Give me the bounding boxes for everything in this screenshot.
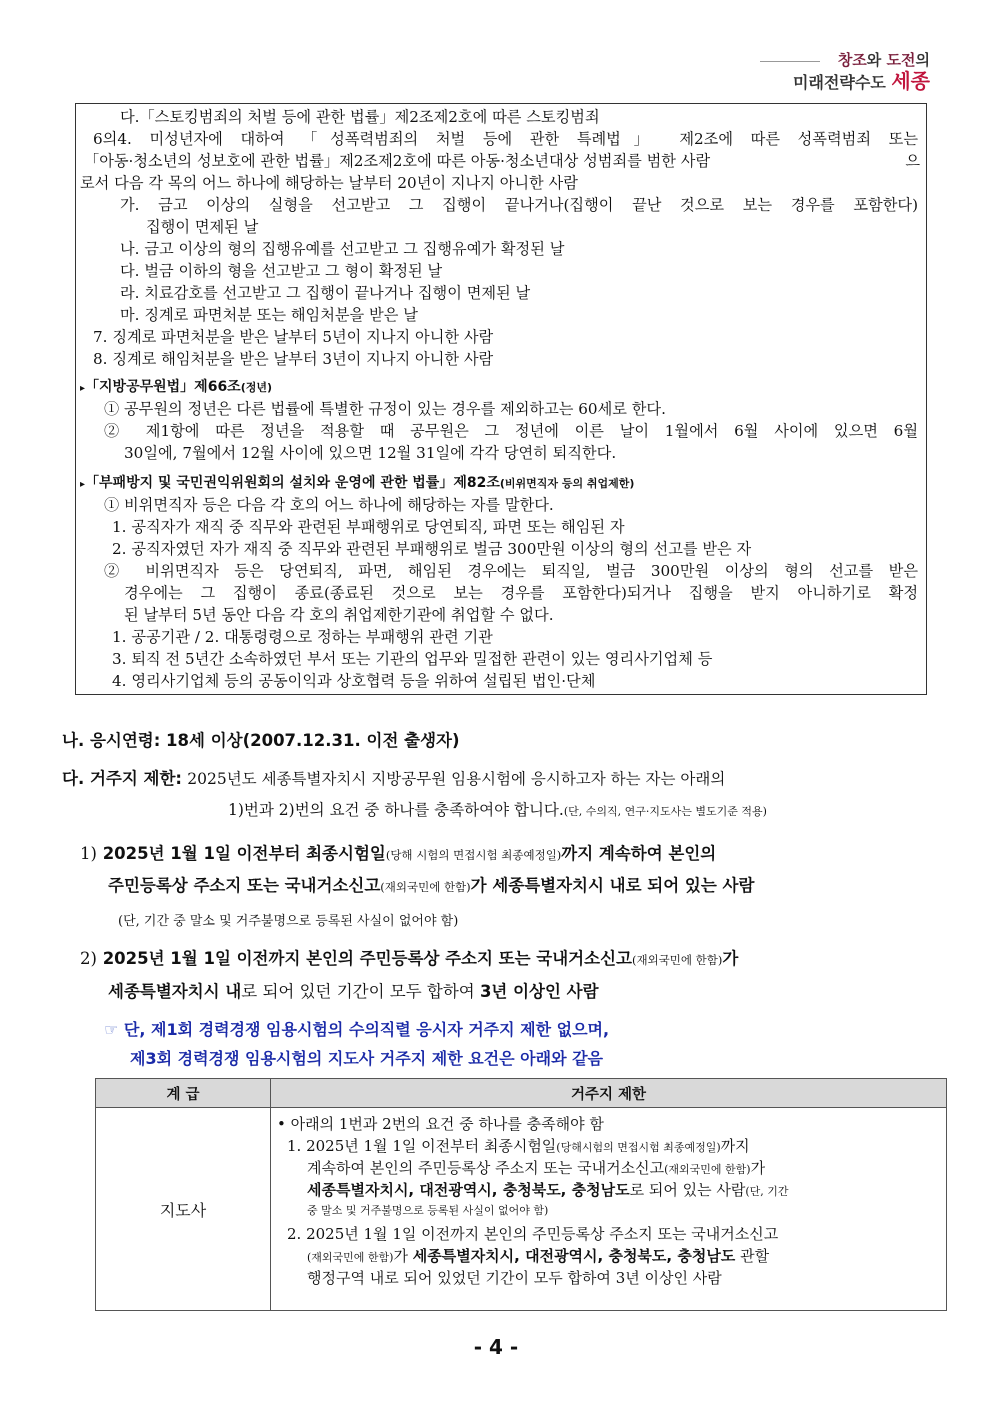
box-line: 마. 징계로 파면처분 또는 해임처분을 받은 날 bbox=[120, 306, 418, 324]
requirement-1-line-1: 1) 2025년 1월 1일 이전부터 최종시험일(당해 시험의 면접시험 최종예정일)까지 계속하여 본인의 bbox=[80, 844, 717, 863]
law-header-local-officials: ▸「지방공무원법」제66조(정년) bbox=[80, 379, 273, 395]
box-line: 7. 징계로 파면처분을 받은 날부터 5년이 지나지 아니한 사람 bbox=[93, 328, 494, 346]
cell-line: 세종특별자치시, 대전광역시, 충청북도, 충청남도로 되어 있는 사람(단, 기간 bbox=[307, 1181, 789, 1199]
page-number: - 4 - bbox=[473, 1335, 519, 1359]
requirement-1-line-2: 주민등록상 주소지 또는 국내거소신고(재외국민에 한함)가 세종특별자치시 내로 되어 있는 사람 bbox=[108, 876, 755, 895]
pointing-hand-icon: ☞ bbox=[104, 1020, 119, 1039]
box-line: 가. 금고 이상의 실형을 선고받고 그 집행이 끝나거나(집행이 끝난 것으로 보는 경우를 포함한다) bbox=[120, 196, 918, 214]
box-line: 나. 금고 이상의 형의 집행유예를 선고받고 그 집행유예가 확정된 날 bbox=[120, 240, 565, 258]
cell-line: 계속하여 본인의 주민등록상 주소지 또는 국내거소신고(재외국민에 한함)가 bbox=[307, 1159, 766, 1177]
residence-requirement-table bbox=[95, 1078, 947, 1311]
logo-line-2: 미래전략수도 세종 bbox=[793, 69, 930, 93]
box-line: 3. 퇴직 전 5년간 소속하였던 부서 또는 기관의 업무와 밀접한 관련이 있는 영리사기업체 등 bbox=[112, 650, 713, 668]
residence-text-2: 1)번과 2)번의 요건 중 하나를 충족하여야 합니다.(단, 수의직, 연구·지도사는 별도기준 적용) bbox=[228, 801, 767, 819]
box-line: 로서 다음 각 목의 어느 하나에 해당하는 날부터 20년이 지나지 아니한 사람 bbox=[80, 174, 578, 192]
box-line: 된 날부터 5년 동안 다음 각 호의 취업제한기관에 취업할 수 없다. bbox=[124, 606, 554, 624]
box-line: 6의4. 미성년자에 대하여 「성폭력범죄의 처벌 등에 관한 특례법」 제2조에 따른 성폭력범죄 또는 bbox=[93, 130, 918, 148]
cell-line: • 아래의 1번과 2번의 요건 중 하나를 충족해야 함 bbox=[277, 1115, 604, 1133]
box-line: 「아동·청소년의 성보호에 관한 법률」제2조제2호에 따른 아동·청소년대상 성범죄를 범한 사람 bbox=[84, 152, 711, 170]
residence-restriction bbox=[62, 765, 725, 789]
age-requirement: 나. 응시연령: 18세 이상(2007.12.31. 이전 출생자) bbox=[62, 731, 460, 750]
box-line: ① 공무원의 정년은 다른 법률에 특별한 규정이 있는 경우를 제외하고는 60세로 한다. bbox=[104, 400, 666, 418]
triangle-bullet-icon: ▸ bbox=[80, 479, 86, 490]
requirement-1-note: (단, 기간 중 말소 및 거주불명으로 등록된 사실이 없어야 함) bbox=[118, 914, 459, 929]
sejong-logo bbox=[760, 50, 930, 93]
box-line: 으 bbox=[905, 152, 920, 170]
box-line: 1. 공공기관 / 2. 대통령령으로 정하는 부패행위 관련 기관 bbox=[112, 628, 493, 646]
cell-line: 2. 2025년 1월 1일 이전까지 본인의 주민등록상 주소지 또는 국내거소신고 bbox=[287, 1225, 779, 1243]
box-line: 30일에, 7월에서 12월 사이에 있으면 12월 31일에 각각 당연히 퇴직한다. bbox=[124, 444, 617, 462]
cell-line: 1. 2025년 1월 1일 이전부터 최종시험일(당해시험의 면접시험 최종예정일)까지 bbox=[287, 1137, 750, 1155]
box-line: 다. 벌금 이하의 형을 선고받고 그 형이 확정된 날 bbox=[120, 262, 443, 280]
requirement-2-line-2: 세종특별자치시 내로 되어 있던 기간이 모두 합하여 3년 이상인 사람 bbox=[108, 982, 599, 1001]
grade-cell: 지도사 bbox=[96, 1108, 271, 1311]
box-line: 집행이 면제된 날 bbox=[146, 218, 259, 236]
cell-line: (재외국민에 한함)가 세종특별자치시, 대전광역시, 충청북도, 충청남도 관할 bbox=[307, 1247, 770, 1265]
cell-line: 중 말소 및 거주불명으로 등록된 사실이 없어야 함) bbox=[307, 1204, 549, 1217]
box-line: 2. 공직자였던 자가 재직 중 직무와 관련된 부패행위로 벌금 300만원 이상의 형의 선고를 받은 자 bbox=[112, 540, 752, 558]
box-line: 1. 공직자가 재직 중 직무와 관련된 부패행위로 당연퇴직, 파면 또는 해임된 자 bbox=[112, 518, 625, 536]
exception-note-line-1: ☞ 단, 제1회 경력경쟁 임용시험의 수의직렬 응시자 거주지 제한 없으며, bbox=[104, 1020, 610, 1039]
column-header-grade: 계 급 bbox=[96, 1079, 271, 1108]
requirement-2-line-1: 2) 2025년 1월 1일 이전까지 본인의 주민등록상 주소지 또는 국내거소신고(재외국민에 한함)가 bbox=[80, 949, 739, 968]
law-header-anti-corruption: ▸「부패방지 및 국민권익위원회의 설치와 운영에 관한 법률」제82조(비위면직자 등의 취업제한) bbox=[80, 475, 635, 491]
logo-line-1: 창조와 도전의 bbox=[837, 51, 930, 69]
residence-text-1: 2025년도 세종특별자치시 지방공무원 임용시험에 응시하고자 하는 자는 아래의 bbox=[187, 770, 726, 788]
logo-divider bbox=[760, 61, 820, 62]
box-line: 다.「스토킹범죄의 처벌 등에 관한 법률」제2조제2호에 따른 스토킹범죄 bbox=[120, 108, 600, 126]
box-line: ② 제1항에 따른 정년을 적용할 때 공무원은 그 정년에 이른 날이 1월에서 6월 사이에 있으면 6월 bbox=[104, 422, 918, 440]
box-line: 경우에는 그 집행이 종료(종료된 것으로 보는 경우를 포함한다)되거나 집행을 받지 아니하기로 확정 bbox=[124, 584, 918, 602]
column-header-residence: 거주지 제한 bbox=[271, 1079, 947, 1108]
cell-line: 행정구역 내로 되어 있었던 기간이 모두 합하여 3년 이상인 사람 bbox=[307, 1269, 722, 1287]
box-line: 라. 치료감호를 선고받고 그 집행이 끝나거나 집행이 면제된 날 bbox=[120, 284, 531, 302]
triangle-bullet-icon: ▸ bbox=[80, 383, 86, 394]
legal-excerpt-box bbox=[75, 103, 927, 695]
residence-label: 다. 거주지 제한: bbox=[62, 769, 182, 788]
exception-note-line-2: 제3회 경력경쟁 임용시험의 지도사 거주지 제한 요건은 아래와 같음 bbox=[130, 1049, 604, 1068]
box-line: ② 비위면직자 등은 당연퇴직, 파면, 해임된 경우에는 퇴직일, 벌금 300만원 이상의 형의 선고를 받은 bbox=[104, 562, 918, 580]
box-line: 4. 영리사기업체 등의 공동이익과 상호협력 등을 위하여 설립된 법인·단체 bbox=[112, 672, 596, 690]
box-line: 8. 징계로 해임처분을 받은 날부터 3년이 지나지 아니한 사람 bbox=[93, 350, 494, 368]
residence-cell bbox=[271, 1108, 947, 1311]
box-line: ① 비위면직자 등은 다음 각 호의 어느 하나에 해당하는 자를 말한다. bbox=[104, 496, 554, 514]
